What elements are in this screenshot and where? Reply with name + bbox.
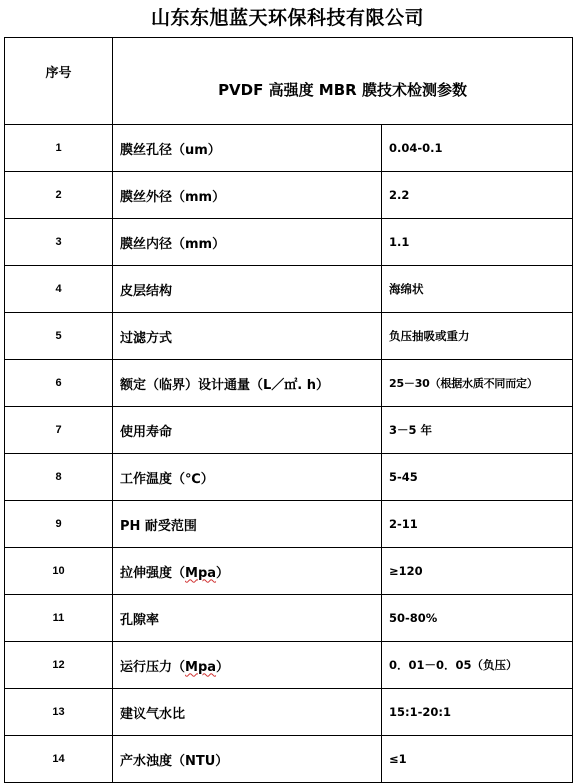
row-name: 皮层结构	[113, 266, 382, 313]
company-title: 山东东旭蓝天环保科技有限公司	[150, 7, 424, 29]
row-name	[113, 642, 382, 689]
row-value: 3－5 年	[382, 407, 573, 454]
row-value: 2.2	[382, 172, 573, 219]
row-no: 1	[5, 125, 113, 172]
row-name: 膜丝内径（mm）	[113, 219, 382, 266]
row-name: 产水浊度（NTU）	[113, 736, 382, 783]
row-name-suffix: ）	[216, 565, 230, 581]
row-no: 9	[5, 501, 113, 548]
row-value: 25－30（根据水质不同而定）	[382, 360, 573, 407]
row-value: 海绵状	[382, 266, 573, 313]
row-value: 负压抽吸或重力	[382, 313, 573, 360]
row-value: ≤1	[382, 736, 573, 783]
row-no: 3	[5, 219, 113, 266]
row-name-prefix: 拉伸强度（	[120, 565, 186, 581]
row-name: 孔隙率	[113, 595, 382, 642]
header-no-cell: 序号	[5, 38, 113, 125]
row-name: 使用寿命	[113, 407, 382, 454]
row-name-suffix: ）	[216, 659, 230, 675]
table-row	[5, 736, 573, 783]
table-row	[5, 501, 573, 548]
table-row	[5, 689, 573, 736]
row-no: 7	[5, 407, 113, 454]
row-name: 额定（临界）设计通量（L／㎡. h）	[113, 360, 382, 407]
row-no: 14	[5, 736, 113, 783]
row-no: 4	[5, 266, 113, 313]
row-no: 6	[5, 360, 113, 407]
row-value: ≥120	[382, 548, 573, 595]
table-row	[5, 642, 573, 689]
table-row	[5, 266, 573, 313]
row-no: 12	[5, 642, 113, 689]
row-name: 过滤方式	[113, 313, 382, 360]
row-value: 2-11	[382, 501, 573, 548]
row-name: 膜丝孔径（um）	[113, 125, 382, 172]
row-value: 0．01－0．05（负压）	[382, 642, 573, 689]
table-row	[5, 595, 573, 642]
row-no: 5	[5, 313, 113, 360]
row-name: 工作温度（℃）	[113, 454, 382, 501]
table-row	[5, 172, 573, 219]
table-row	[5, 219, 573, 266]
membrane-spec-table	[4, 37, 573, 783]
row-name-prefix: 运行压力（	[120, 659, 186, 675]
row-value: 15:1-20:1	[382, 689, 573, 736]
table-row	[5, 313, 573, 360]
table-header-row	[5, 38, 573, 125]
header-param-cell: PVDF 高强度 MBR 膜技术检测参数	[113, 38, 573, 125]
row-no: 10	[5, 548, 113, 595]
row-name: 膜丝外径（mm）	[113, 172, 382, 219]
table-row	[5, 360, 573, 407]
row-name	[113, 548, 382, 595]
table-row	[5, 454, 573, 501]
row-value: 0.04-0.1	[382, 125, 573, 172]
row-no: 8	[5, 454, 113, 501]
row-no: 2	[5, 172, 113, 219]
row-value: 1.1	[382, 219, 573, 266]
row-value: 5-45	[382, 454, 573, 501]
row-name: 建议气水比	[113, 689, 382, 736]
spellcheck-marked-unit: Mpa	[185, 565, 217, 581]
row-value: 50-80%	[382, 595, 573, 642]
table-row	[5, 548, 573, 595]
row-name: PH 耐受范围	[113, 501, 382, 548]
table-row	[5, 407, 573, 454]
row-no: 13	[5, 689, 113, 736]
spellcheck-marked-unit: Mpa	[185, 659, 217, 675]
row-no: 11	[5, 595, 113, 642]
table-row	[5, 125, 573, 172]
